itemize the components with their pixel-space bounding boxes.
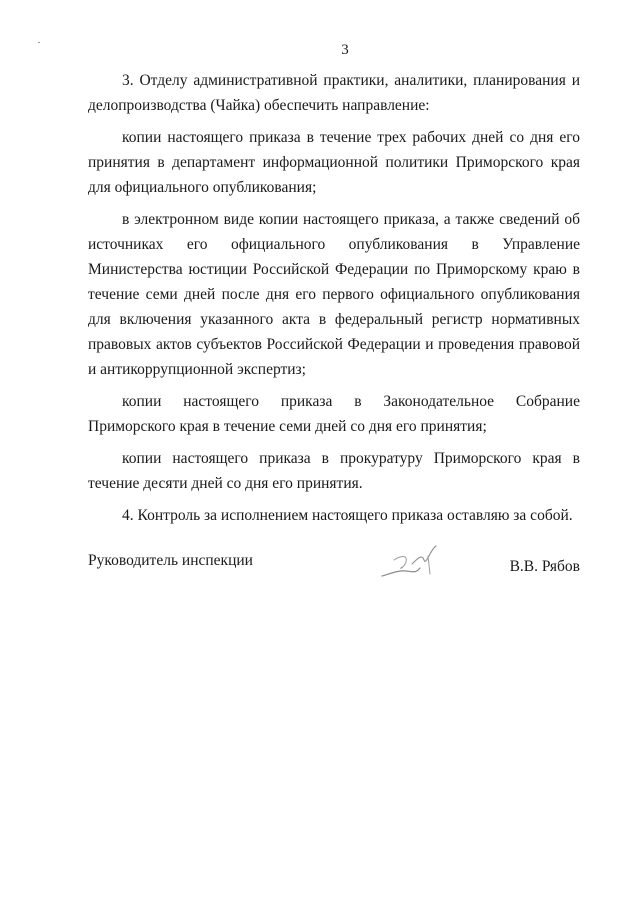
paragraph-item-3: 3. Отделу административной практики, аналитики, планирования и делопроизводства (Чайка) обеспечить направление:: [88, 72, 580, 114]
paragraph-item-4: 4. Контроль за исполнением настоящего приказа оставляю за собой.: [122, 507, 573, 524]
signature-block: [88, 552, 580, 582]
document-body: [88, 68, 580, 535]
paragraph-electronic-copy: в электронном виде копии настоящего приказа, а также сведений об источниках его официального опубликования в Управление Министерства юстиции Российской Федерации по Приморскому краю в течение семи дней после дня его первого официального опубликования для включения указанного акта в федеральный регистр нормативных правовых актов субъектов Российской Федерации и проведения правовой и антикоррупционной экспертиз;: [88, 211, 580, 378]
paragraph-prosecutor-copy: копии настоящего приказа в прокуратуру Приморского края в течение десяти дней со дня его принятия.: [88, 450, 580, 492]
signatory-title: Руководитель инспекции: [88, 552, 253, 569]
paragraph-publication-copy: копии настоящего приказа в течение трех рабочих дней со дня его принятия в департамент информационной политики Приморского края для официального опубликования;: [88, 129, 580, 196]
signatory-name: В.В. Рябов: [509, 558, 580, 575]
paragraph-legislative-copy: копии настоящего приказа в Законодательное Собрание Приморского края в течение семи дней со дня его принятия;: [88, 393, 580, 435]
handwritten-signature: [372, 540, 452, 584]
page-number: 3: [341, 42, 349, 58]
